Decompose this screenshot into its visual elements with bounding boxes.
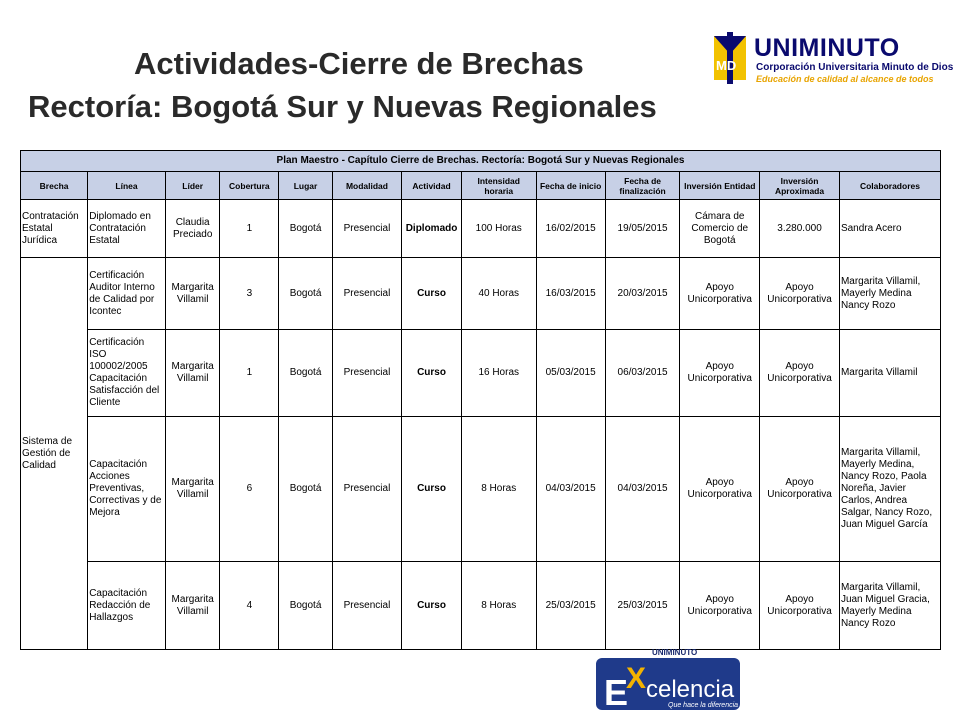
actividad-cell: Curso [402,417,462,562]
inversion-aprox-cell: Apoyo Unicorporativa [760,562,840,650]
logo-tagline: Educación de calidad al alcance de todos [756,74,934,84]
fecha-inicio-cell: 25/03/2015 [536,562,605,650]
inversion-entidad-cell: Apoyo Unicorporativa [680,562,760,650]
col-header-fecha-inicio: Fecha de inicio [536,172,605,200]
inversion-entidad-cell: Apoyo Unicorporativa [680,417,760,562]
actividad-cell: Curso [402,562,462,650]
linea-cell: Capacitación Acciones Preventivas, Correctivas y de Mejora [88,417,166,562]
modalidad-cell: Presencial [332,330,401,417]
cobertura-cell: 1 [220,200,279,258]
table-row [21,562,941,650]
colaboradores-cell: Margarita Villamil, Mayerly Medina, Nancy Rozo, Paola Noreña, Javier Carlos, Andrea Salgar, Nancy Rozo, Juan Miguel García [839,417,940,562]
cobertura-cell: 4 [220,562,279,650]
col-header-modalidad: Modalidad [332,172,401,200]
brecha-cell: Sistema de Gestión de Calidad [21,258,88,650]
excelencia-logo [596,646,740,712]
inversion-entidad-cell: Apoyo Unicorporativa [680,330,760,417]
logo-mark: MD [716,58,737,73]
fecha-inicio-cell: 04/03/2015 [536,417,605,562]
colaboradores-cell: Margarita Villamil, Mayerly Medina Nancy Rozo [839,258,940,330]
intensidad-cell: 40 Horas [461,258,536,330]
lider-cell: Claudia Preciado [165,200,220,258]
excelencia-top-label: UNIMINUTO [652,648,698,657]
actividad-cell: Curso [402,258,462,330]
col-header-inversion-aprox: Inversión Aproximada [760,172,840,200]
fecha-fin-cell: 20/03/2015 [605,258,680,330]
fecha-fin-cell: 25/03/2015 [605,562,680,650]
uniminuto-logo [708,30,954,86]
logo-name: UNIMINUTO [754,34,900,62]
inversion-entidad-cell: Cámara de Comercio de Bogotá [680,200,760,258]
intensidad-cell: 8 Horas [461,562,536,650]
linea-cell: Capacitación Redacción de Hallazgos [88,562,166,650]
excelencia-badge [596,658,740,713]
inversion-aprox-cell: Apoyo Unicorporativa [760,417,840,562]
inversion-aprox-cell: Apoyo Unicorporativa [760,330,840,417]
table-caption: Plan Maestro - Capítulo Cierre de Brechas. Rectoría: Bogotá Sur y Nuevas Regionales [21,151,941,172]
fecha-inicio-cell: 16/02/2015 [536,200,605,258]
col-header-colaboradores: Colaboradores [839,172,940,200]
brecha-cell: Contratación Estatal Jurídica [21,200,88,258]
lugar-cell: Bogotá [279,562,333,650]
table-row [21,330,941,417]
colaboradores-cell: Margarita Villamil [839,330,940,417]
excelencia-tagline: Que hace la diferencia [668,702,739,709]
intensidad-cell: 8 Horas [461,417,536,562]
cobertura-cell: 1 [220,330,279,417]
inversion-aprox-cell: 3.280.000 [760,200,840,258]
table-row [21,200,941,258]
slide-title-line1: Actividades-Cierre de Brechas [134,46,584,81]
col-header-actividad: Actividad [402,172,462,200]
fecha-inicio-cell: 16/03/2015 [536,258,605,330]
lugar-cell: Bogotá [279,258,333,330]
lugar-cell: Bogotá [279,417,333,562]
lugar-cell: Bogotá [279,330,333,417]
cobertura-cell: 3 [220,258,279,330]
modalidad-cell: Presencial [332,200,401,258]
linea-cell: Certificación Auditor Interno de Calidad por Icontec [88,258,166,330]
actividad-cell: Curso [402,330,462,417]
lider-cell: Margarita Villamil [165,417,220,562]
table-row [21,417,941,562]
colaboradores-cell: Sandra Acero [839,200,940,258]
modalidad-cell: Presencial [332,562,401,650]
col-header-cobertura: Cobertura [220,172,279,200]
plan-table [20,150,941,650]
intensidad-cell: 100 Horas [461,200,536,258]
modalidad-cell: Presencial [332,417,401,562]
colaboradores-cell: Margarita Villamil, Juan Miguel Gracia, Mayerly Medina Nancy Rozo [839,562,940,650]
actividad-cell: Diplomado [402,200,462,258]
fecha-fin-cell: 06/03/2015 [605,330,680,417]
excelencia-letter-e: E [604,672,629,713]
table-row [21,258,941,330]
inversion-aprox-cell: Apoyo Unicorporativa [760,258,840,330]
lider-cell: Margarita Villamil [165,562,220,650]
inversion-entidad-cell: Apoyo Unicorporativa [680,258,760,330]
slide-title-line2: Rectoría: Bogotá Sur y Nuevas Regionales [28,89,657,124]
col-header-lider: Líder [165,172,220,200]
modalidad-cell: Presencial [332,258,401,330]
col-header-inversion-entidad: Inversión Entidad [680,172,760,200]
col-header-fecha-fin: Fecha de finalización [605,172,680,200]
col-header-intensidad: Intensidad horaria [461,172,536,200]
intensidad-cell: 16 Horas [461,330,536,417]
lider-cell: Margarita Villamil [165,258,220,330]
fecha-inicio-cell: 05/03/2015 [536,330,605,417]
lider-cell: Margarita Villamil [165,330,220,417]
linea-cell: Diplomado en Contratación Estatal [88,200,166,258]
cobertura-cell: 6 [220,417,279,562]
lugar-cell: Bogotá [279,200,333,258]
fecha-fin-cell: 19/05/2015 [605,200,680,258]
excelencia-letter-x: X [626,662,647,695]
table-header-row [21,172,941,200]
fecha-fin-cell: 04/03/2015 [605,417,680,562]
linea-cell: Certificación ISO 100002/2005 Capacitación Satisfacción del Cliente [88,330,166,417]
col-header-lugar: Lugar [279,172,333,200]
col-header-brecha: Brecha [21,172,88,200]
excelencia-word: celencia [646,676,735,703]
logo-subtitle: Corporación Universitaria Minuto de Dios [756,62,954,73]
col-header-linea: Línea [88,172,166,200]
